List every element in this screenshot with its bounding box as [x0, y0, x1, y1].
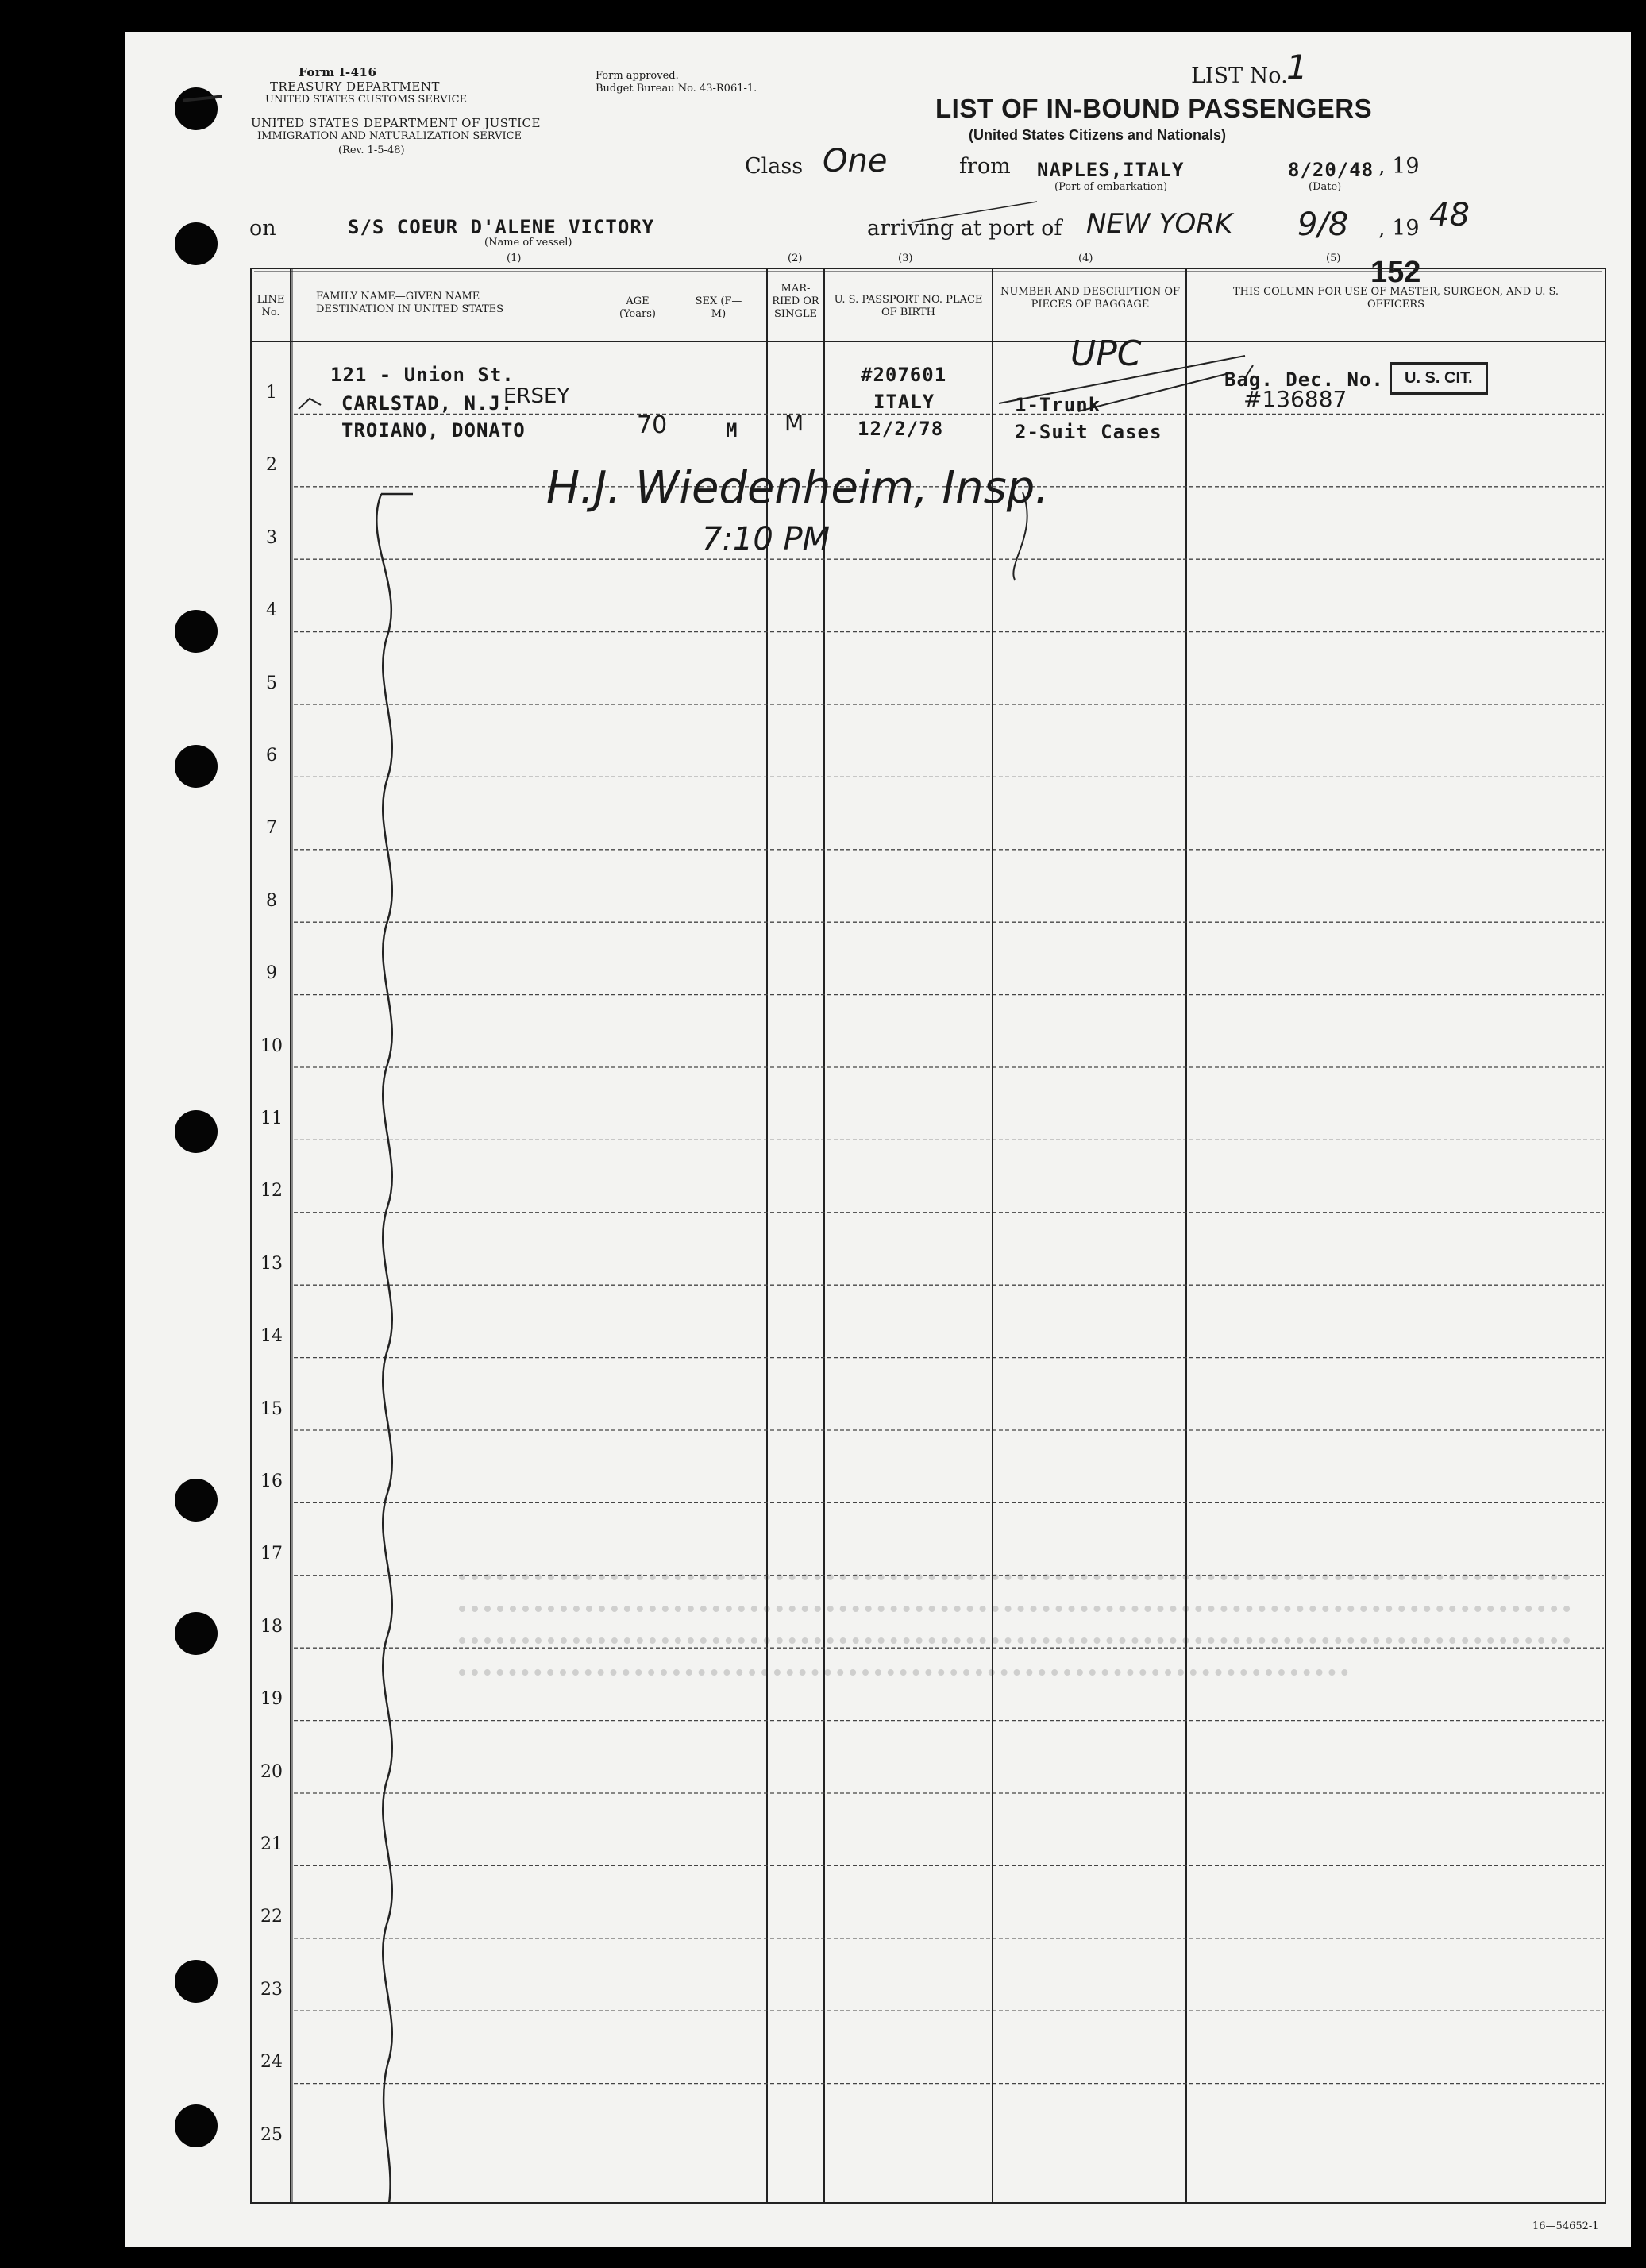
form-number: Form I-416 — [299, 65, 377, 79]
bag-declaration-number: #136887 — [1243, 386, 1347, 412]
entry-birthdate: 12/2/78 — [858, 418, 944, 440]
ins-service: IMMIGRATION AND NATURALIZATION SERVICE — [257, 130, 522, 142]
port-embark-caption: (Port of embarkation) — [1054, 181, 1168, 193]
entry-passport: #207601 — [861, 364, 947, 386]
class-label: Class — [745, 154, 804, 179]
header-baggage: NUMBER AND DESCRIPTION OF PIECES OF BAGGAGE — [1000, 286, 1181, 310]
line-number: 2 — [266, 455, 277, 476]
entry-address-hand: ERSEY — [503, 384, 570, 408]
ditto-wavy-line — [376, 494, 391, 2203]
date-caption: (Date) — [1309, 181, 1342, 193]
entry-bag-1: 1-Trunk — [1015, 394, 1101, 416]
line-number: 16 — [260, 1472, 283, 1491]
entry-age: 70 — [637, 411, 668, 439]
page-title: LIST OF IN-BOUND PASSENGERS — [935, 94, 1373, 123]
header-sex: SEX (F—M) — [695, 295, 742, 320]
line-number: 4 — [266, 600, 277, 621]
treasury-dept: TREASURY DEPARTMENT — [270, 79, 440, 94]
sheet-number: 152 — [1370, 256, 1421, 289]
inspection-time: 7:10 PM — [702, 521, 831, 557]
line-number: 8 — [266, 890, 277, 911]
bag-declaration-label: Bag. Dec. No. — [1224, 368, 1384, 391]
line-number: 22 — [260, 1907, 283, 1927]
vessel-name: S/S COEUR D'ALENE VICTORY — [348, 216, 655, 238]
header-officers: THIS COLUMN FOR USE OF MASTER, SURGEON, AND U. S. OFFICERS — [1232, 286, 1559, 310]
line-number: 24 — [260, 2052, 283, 2073]
line-number: 18 — [260, 1616, 283, 1637]
header-marital: MAR-RIED OR SINGLE — [772, 283, 819, 320]
line-number: 21 — [260, 1834, 283, 1854]
page-subtitle: (United States Citizens and Nationals) — [969, 127, 1227, 143]
list-number: 1 — [1286, 48, 1308, 87]
line-number: 1 — [266, 383, 277, 403]
entry-marital: M — [784, 410, 804, 436]
col-ref-1: (1) — [507, 253, 522, 264]
arrival-date: 9/8 — [1297, 206, 1349, 243]
line-number: 17 — [260, 1544, 283, 1564]
from-label: from — [959, 154, 1011, 179]
col-ref-5: (5) — [1326, 253, 1341, 264]
line-number: 7 — [266, 818, 277, 839]
form-approved: Form approved. — [596, 70, 679, 82]
on-label: on — [249, 216, 276, 241]
entry-address-1: 121 - Union St. — [330, 364, 515, 386]
col-ref-4: (4) — [1078, 253, 1093, 264]
header-line-no: LINE No. — [256, 294, 285, 318]
year-prefix: , 19 — [1378, 154, 1420, 179]
arriving-label: arriving at port of — [867, 216, 1062, 241]
line-number: 14 — [260, 1326, 283, 1347]
line-number: 6 — [266, 746, 277, 766]
col-ref-3: (3) — [898, 253, 913, 264]
budget-bureau: Budget Bureau No. 43-R061-1. — [596, 83, 757, 94]
line-number: 5 — [266, 673, 277, 693]
entry-name: TROIANO, DONATO — [341, 419, 526, 442]
line-number: 15 — [260, 1398, 283, 1419]
entry-bag-2: 2-Suit Cases — [1015, 421, 1162, 443]
class-value: One — [823, 143, 888, 179]
line-number: 10 — [260, 1036, 283, 1056]
col-ref-2: (2) — [788, 253, 803, 264]
footer-code: 16—54652-1 — [1532, 2220, 1599, 2232]
vessel-caption: (Name of vessel) — [484, 237, 572, 249]
line-number: 20 — [260, 1761, 283, 1782]
customs-service: UNITED STATES CUSTOMS SERVICE — [265, 94, 468, 106]
header-passport: U. S. PASSPORT NO. PLACE OF BIRTH — [834, 294, 983, 318]
line-number: 25 — [260, 2124, 283, 2145]
line-number: 11 — [260, 1109, 283, 1128]
list-label: LIST No. — [1191, 64, 1288, 88]
arrival-port: NEW YORK — [1086, 208, 1233, 240]
bleed-through-text — [459, 1563, 1571, 1738]
line-number: 13 — [260, 1253, 283, 1274]
inspector-signature: H.J. Wiedenheim, Insp. — [546, 462, 1050, 514]
from-port: NAPLES,ITALY — [1037, 159, 1185, 181]
entry-birthplace: ITALY — [873, 391, 935, 413]
line-number: 23 — [260, 1979, 283, 2000]
header-name: FAMILY NAME—GIVEN NAME DESTINATION IN UNITED STATES — [316, 291, 504, 315]
embark-date: 8/20/48 — [1288, 159, 1374, 181]
justice-dept: UNITED STATES DEPARTMENT OF JUSTICE — [251, 116, 541, 130]
line-number: 3 — [266, 527, 277, 548]
entry-baggage-mark: UPC — [1070, 334, 1142, 374]
arrival-year-prefix: , 19 — [1378, 216, 1420, 241]
us-citizen-stamp: U. S. CIT. — [1390, 362, 1488, 395]
line-number: 19 — [260, 1689, 283, 1710]
manifest-page — [125, 32, 1631, 2247]
entry-address-2: CARLSTAD, N.J. — [341, 392, 514, 415]
entry-sex: M — [726, 419, 738, 442]
header-age: AGE (Years) — [619, 295, 656, 320]
line-number: 9 — [266, 963, 277, 984]
line-number: 12 — [260, 1181, 283, 1202]
revision: (Rev. 1-5-48) — [338, 145, 405, 156]
arrival-year: 48 — [1429, 197, 1470, 233]
